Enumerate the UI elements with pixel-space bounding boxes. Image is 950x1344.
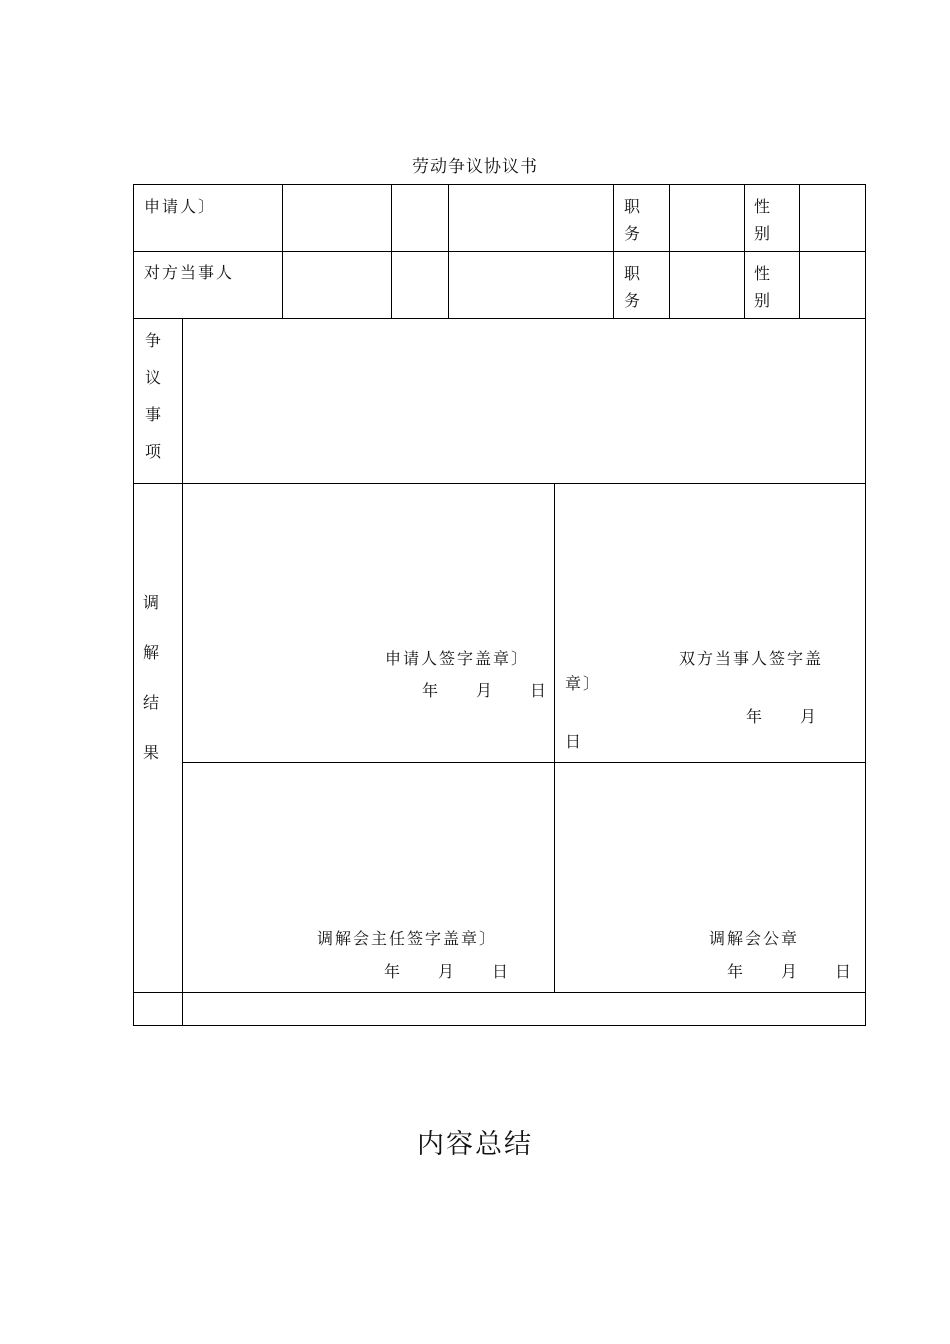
table-border-left xyxy=(133,184,134,1026)
row-divider-2 xyxy=(133,318,866,319)
seal-date: 年 月 日 xyxy=(727,962,854,981)
col-divider-e xyxy=(669,184,670,318)
mediation-result-label xyxy=(141,590,161,790)
col-divider-g xyxy=(799,184,800,318)
content-summary-heading: 内容总结 xyxy=(417,1129,533,1160)
parties-signature-label-line1: 双方当事人签字盖 xyxy=(679,649,824,668)
mediation-mid-divider xyxy=(554,483,555,992)
applicant-label: 申请人〕 xyxy=(144,197,217,216)
row-divider-3 xyxy=(133,483,866,484)
gender-label-2 xyxy=(752,261,772,311)
duty-label-1 xyxy=(622,194,642,244)
director-signature-label: 调解会主任签字盖章〕 xyxy=(317,929,498,948)
applicant-signature-date: 年 月 日 xyxy=(422,681,549,700)
parties-signature-date-line1: 年 月 xyxy=(746,707,819,726)
duty-label-2 xyxy=(622,261,642,311)
opposing-party-label: 对方当事人 xyxy=(144,263,235,282)
mediation-committee-seal-label: 调解会公章 xyxy=(709,929,800,948)
col-divider-f xyxy=(744,184,745,318)
dispute-char-4: 项 xyxy=(144,442,161,461)
director-signature-date: 年 月 日 xyxy=(384,962,511,981)
table-border-top xyxy=(133,184,866,185)
gender-label-1 xyxy=(752,194,772,244)
dispute-char-3: 事 xyxy=(144,405,161,424)
duty-char-2: 务 xyxy=(623,291,640,310)
table-border-right xyxy=(865,184,866,1026)
dispute-items-label xyxy=(143,328,163,476)
gender-char-2: 别 xyxy=(753,224,770,243)
applicant-signature-label: 申请人签字盖章〕 xyxy=(385,649,530,668)
dispute-char-1: 争 xyxy=(144,331,161,350)
mediation-char-4: 果 xyxy=(142,743,159,762)
parties-signature-label-line2: 章〕 xyxy=(565,674,602,693)
duty-char-1: 职 xyxy=(623,264,640,283)
document-title: 劳动争议协议书 xyxy=(412,157,538,177)
col-divider-a xyxy=(282,184,283,318)
col-divider-c xyxy=(448,184,449,318)
agreement-form-table xyxy=(133,184,866,1026)
col-divider-d xyxy=(613,184,614,318)
duty-char-1: 职 xyxy=(623,197,640,216)
gender-char-1: 性 xyxy=(753,197,770,216)
parties-signature-date-line2: 日 xyxy=(565,732,584,751)
dispute-char-2: 议 xyxy=(144,368,161,387)
table-border-bottom xyxy=(133,1025,866,1026)
gender-char-1: 性 xyxy=(753,264,770,283)
row-divider-1 xyxy=(133,251,866,252)
col-divider-b xyxy=(391,184,392,318)
mediation-inner-divider xyxy=(182,762,866,763)
duty-char-2: 务 xyxy=(623,224,640,243)
mediation-char-2: 解 xyxy=(142,643,159,662)
gender-char-2: 别 xyxy=(753,291,770,310)
label-col-divider xyxy=(182,318,183,1026)
mediation-char-3: 结 xyxy=(142,693,159,712)
row-divider-4 xyxy=(133,992,866,993)
mediation-char-1: 调 xyxy=(142,593,159,612)
